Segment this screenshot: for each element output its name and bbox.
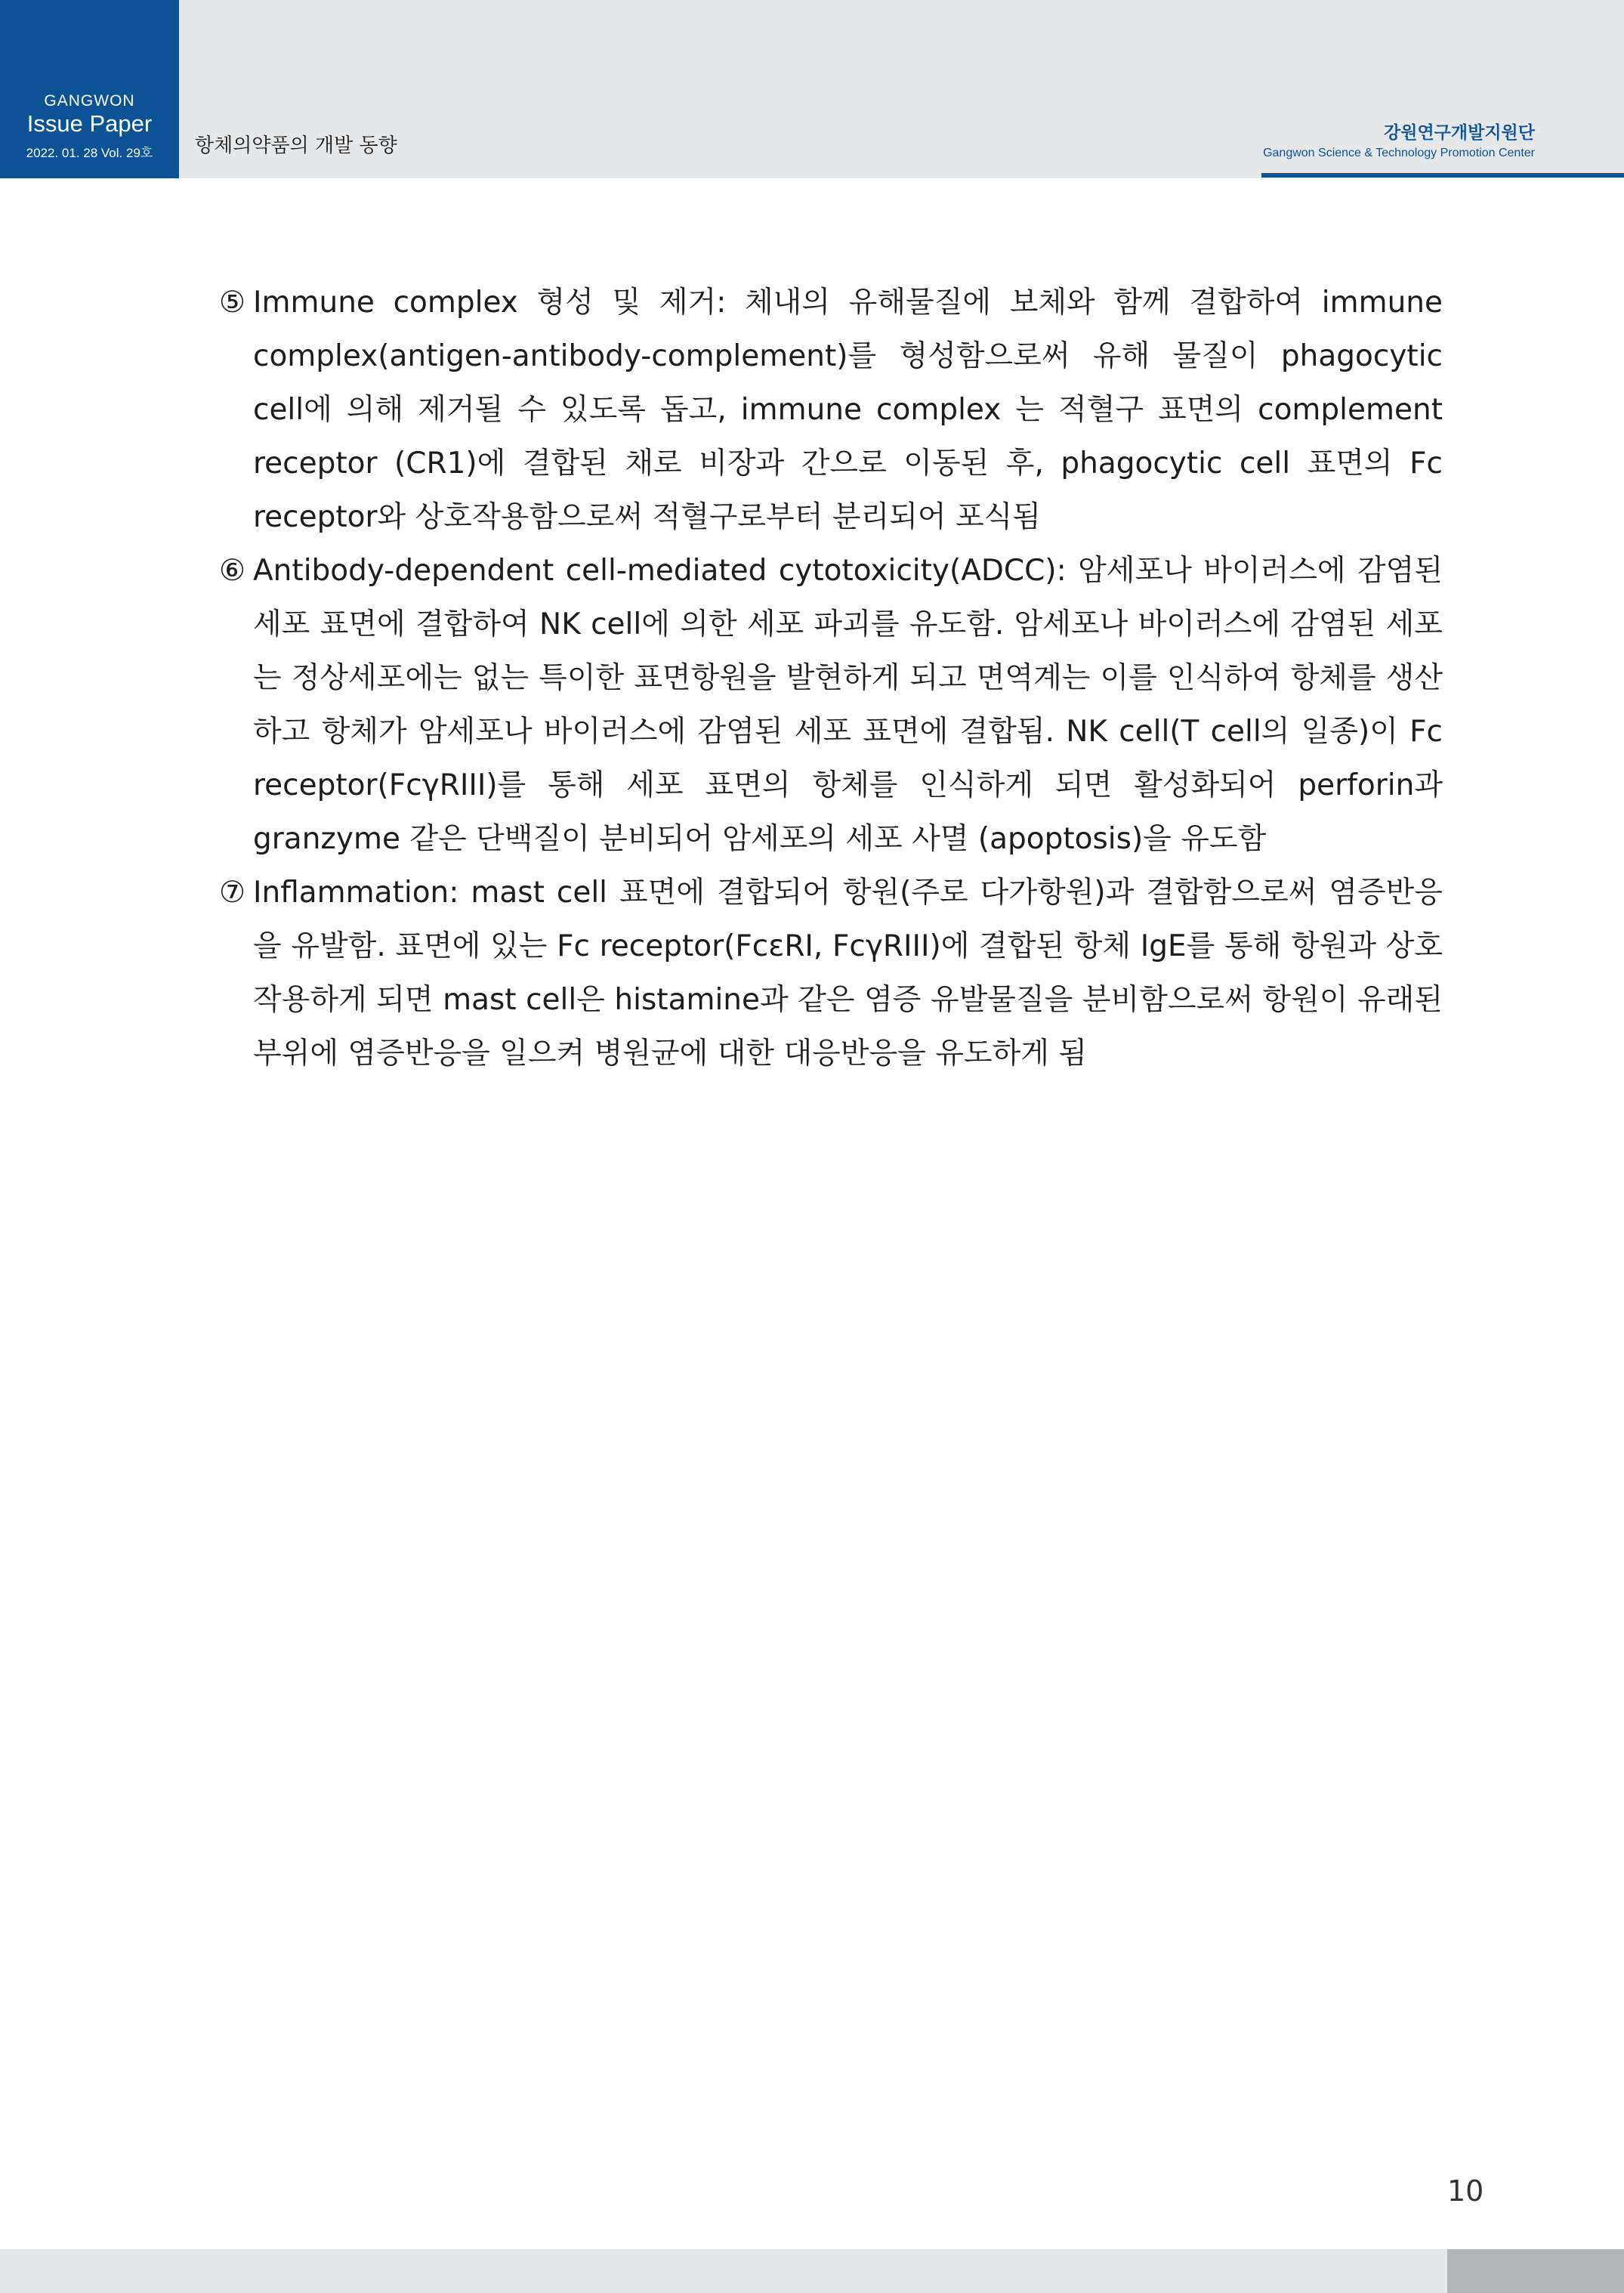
organization-name: 강원연구개발지원단 bbox=[1384, 123, 1535, 143]
issue-date: 2022. 01. 28 Vol. 29호 bbox=[26, 146, 153, 160]
item-marker: ⑦ bbox=[219, 876, 245, 910]
list-item bbox=[219, 276, 1443, 544]
item-text: Immune complex 형성 및 제거: 체내의 유해물질에 보체와 함께 결합하여 immune complex(antigen-antibody-complement)를 형성함으로써 유해 물질이 phagocytic cell에 의해 제거될 수 있도록 돕고, immune complex 는 적혈구 표면의 complement receptor (CR1)에 결합된 채로 비장과 간으로 이동된 후, phagocytic cell 표면의 Fc receptor와 상호작용함으로써 적혈구로부터 분리되어 포식됨 bbox=[253, 286, 1443, 534]
body-content bbox=[219, 276, 1443, 1080]
brand-title: Issue Paper bbox=[26, 110, 153, 137]
organization-subtitle: Gangwon Science & Technology Promotion Center bbox=[1263, 147, 1535, 159]
issue-paper-logo bbox=[0, 0, 179, 178]
list-item bbox=[219, 866, 1443, 1080]
footer-tab bbox=[1447, 2249, 1624, 2293]
header-rule bbox=[1261, 173, 1624, 178]
page-topic: 항체의약품의 개발 동향 bbox=[195, 134, 397, 157]
item-text: Antibody-dependent cell-mediated cytotoxicity(ADCC): 암세포나 바이러스에 감염된 세포 표면에 결합하여 NK cell에 의한 세포 파괴를 유도함. 암세포나 바이러스에 감염된 세포는 정상세포에는 없는 특이한 표면항원을 발현하게 되고 면역계는 이를 인식하여 항체를 생산하고 항체가 암세포나 바이러스에 감염된 세포 표면에 결합됨. NK cell(T cell의 일종)이 Fc receptor(FcγRIII)를 통해 세포 표면의 항체를 인식하게 되면 활성화되어 perforin과 granzyme 같은 단백질이 분비되어 암세포의 세포 사멸 (apoptosis)을 유도함 bbox=[253, 554, 1443, 856]
brand-gangwon: GANGWON bbox=[44, 92, 135, 110]
page-number: 10 bbox=[1447, 2174, 1484, 2208]
item-marker: ⑥ bbox=[219, 554, 245, 588]
footer-band bbox=[0, 2249, 1624, 2293]
item-text: Inflammation: mast cell 표면에 결합되어 항원(주로 다가항원)과 결합함으로써 염증반응을 유발함. 표면에 있는 Fc receptor(FcεRI, FcγRIII)에 결합된 항체 IgE를 통해 항원과 상호작용하게 되면 mast cell은 histamine과 같은 염증 유발물질을 분비함으로써 항원이 유래된 부위에 염증반응을 일으켜 병원균에 대한 대응반응을 유도하게 됨 bbox=[253, 876, 1443, 1071]
list-item bbox=[219, 544, 1443, 866]
item-marker: ⑤ bbox=[219, 286, 245, 320]
